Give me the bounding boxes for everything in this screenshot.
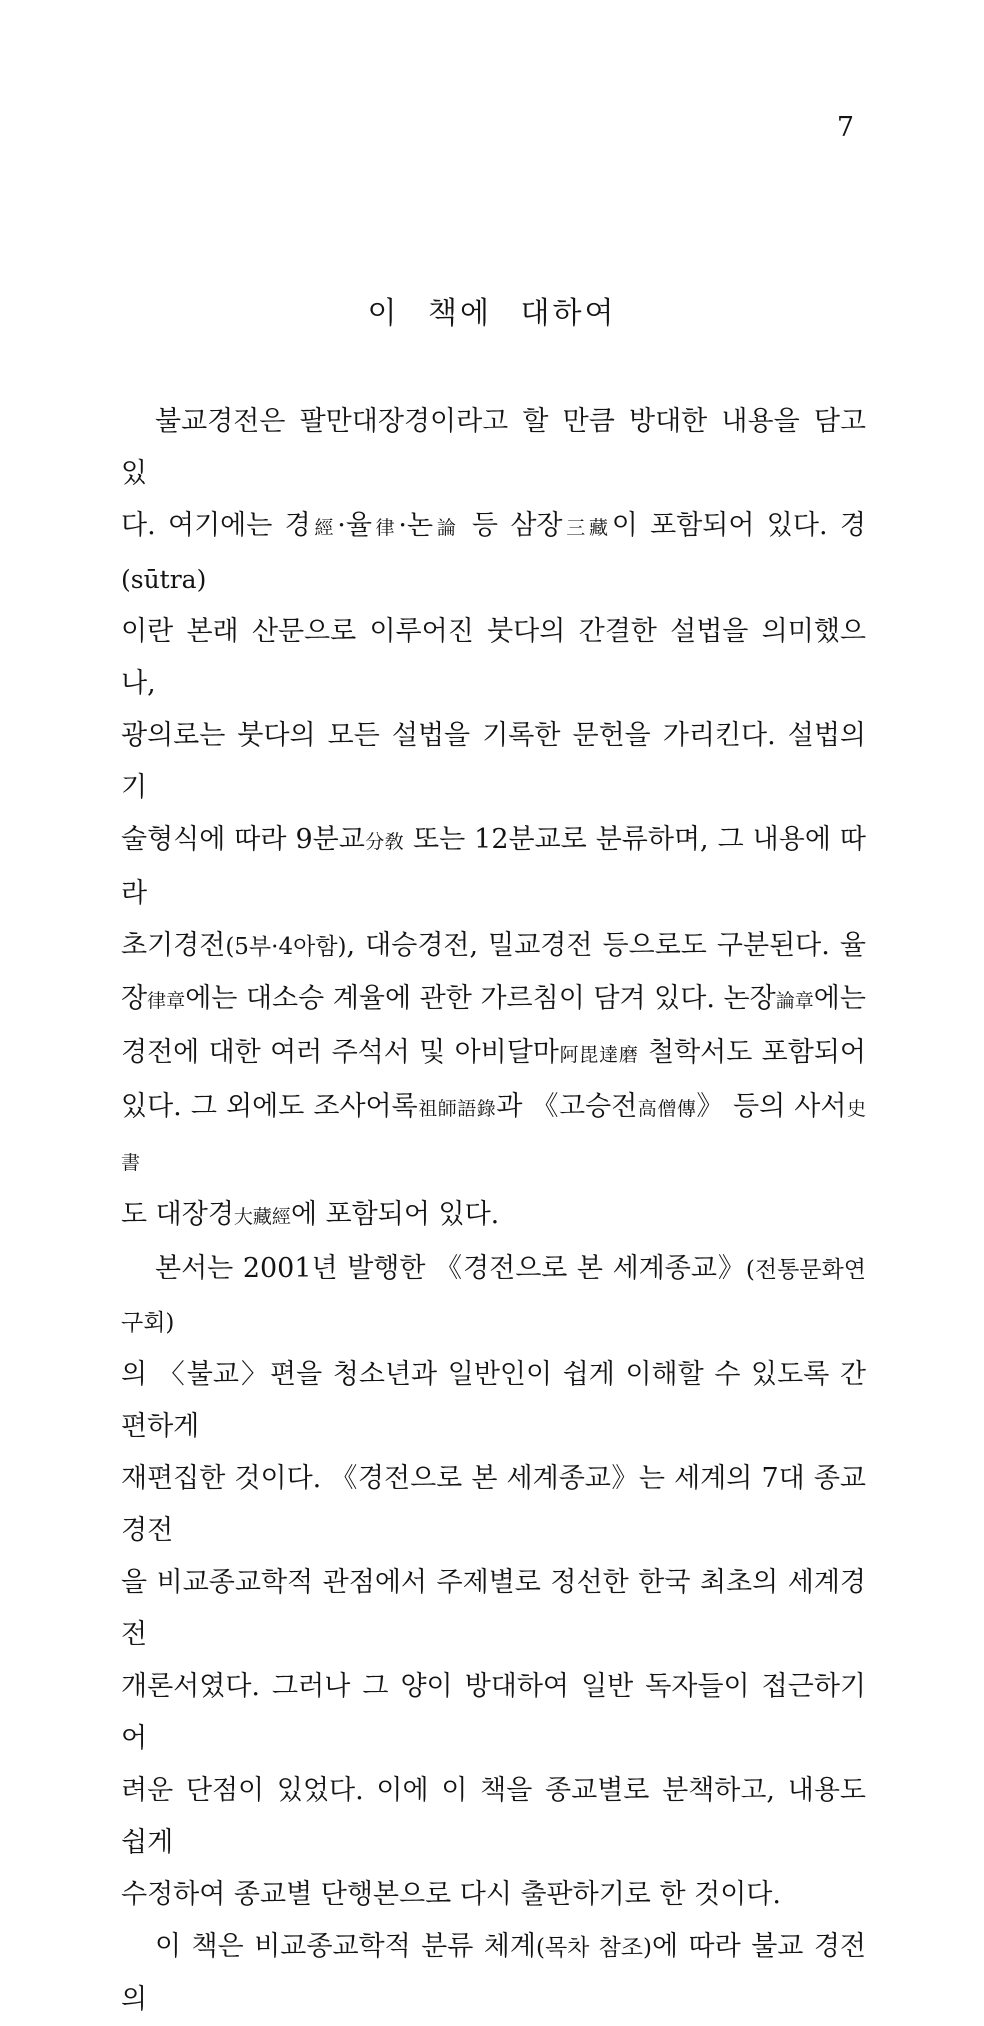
text-run: 개론서였다. 그러나 그 양이 방대하여 일반 독자들이 접근하기 어 [121, 1671, 866, 1754]
text-run: 에는 [813, 983, 866, 1014]
text-run: 본서는 2001년 발행한 《경전으로 본 세계종교》 [155, 1253, 746, 1284]
text-run: 에 포함되어 있다. [290, 1199, 500, 1230]
text-line [121, 1869, 866, 1921]
text-run: 》 등의 사서 [696, 1091, 847, 1122]
text-line [121, 814, 866, 920]
text-run: 불교경전은 팔만대장경이라고 할 만큼 방대한 내용을 담고 있 [121, 406, 866, 489]
text-line [121, 396, 866, 500]
page-number: 7 [836, 112, 854, 143]
text-run: 철학서도 포함되어 [638, 1037, 866, 1068]
text-run: , 대승경전, 밀교경전 등으로도 구분된다. 율 [346, 930, 866, 961]
text-run: (목차 참조) [535, 1935, 652, 1961]
text-run: 등 삼장 [459, 510, 563, 541]
hanja-gloss: 律 [371, 517, 399, 539]
text-line [121, 1661, 866, 1765]
text-run: (sūtra) [121, 565, 207, 594]
text-run: (전통문화연구회) [121, 1257, 866, 1336]
text-run: 려운 단점이 있었다. 이에 이 책을 종교별로 분책하고, 내용도 쉽게 [121, 1775, 866, 1858]
text-line [121, 1453, 866, 1557]
text-line [121, 973, 866, 1027]
text-run: 또는 12분교로 분류하며, 그 내용에 따라 [121, 824, 866, 909]
text-run: 에는 대소승 계율에 관한 가르침이 담겨 있다. 논장 [185, 983, 776, 1014]
text-run: 술형식에 따라 9분교 [121, 824, 365, 855]
hanja-gloss: 祖師語錄 [417, 1098, 497, 1120]
hanja-gloss: 論 [433, 517, 460, 539]
text-body [121, 396, 866, 2026]
text-run: 과 《고승전 [496, 1091, 638, 1122]
text-run: 장 [121, 983, 148, 1014]
text-run: ·율 [337, 510, 372, 541]
text-line [121, 500, 866, 606]
text-run: 의 〈불교〉편을 청소년과 일반인이 쉽게 이해할 수 있도록 간편하게 [121, 1359, 866, 1442]
text-run: 이 책은 비교종교학적 분류 체계 [155, 1931, 536, 1962]
hanja-gloss: 律章 [147, 990, 186, 1012]
text-line [121, 1557, 866, 1661]
hanja-gloss: 大藏經 [233, 1206, 291, 1228]
text-run: 이 포함되어 있다. 경 [611, 510, 866, 541]
text-run: 광의로는 붓다의 모든 설법을 기록한 문헌을 가리킨다. 설법의 기 [121, 720, 866, 803]
hanja-gloss: 論章 [775, 990, 814, 1012]
hanja-gloss: 史書 [121, 1098, 866, 1174]
text-run: (5부·4아함) [225, 934, 347, 960]
hanja-gloss: 三藏 [562, 517, 612, 539]
text-run: 에 따라 불교 경전의 [121, 1931, 866, 2015]
page-title: 이 책에 대하여 [367, 296, 617, 331]
text-run: 을 비교종교학적 관점에서 주제별로 정선한 한국 최초의 세계경전 [121, 1567, 866, 1650]
text-line [121, 1243, 866, 1349]
text-line [121, 1765, 866, 1869]
text-run: 도 대장경 [121, 1199, 234, 1230]
text-run: ·논 [398, 510, 434, 541]
text-line [121, 1921, 866, 2026]
hanja-gloss: 分敎 [364, 831, 405, 853]
text-line [121, 606, 866, 710]
text-run: 경전에 대한 여러 주석서 및 아비달마 [121, 1037, 559, 1068]
text-line [121, 710, 866, 814]
text-line [121, 920, 866, 973]
hanja-gloss: 高僧傳 [637, 1098, 697, 1120]
hanja-gloss: 經 [310, 517, 338, 539]
text-run: 초기경전 [121, 930, 226, 961]
text-run: 다. 여기에는 경 [121, 510, 311, 541]
text-line [121, 1081, 866, 1189]
hanja-gloss: 阿毘達磨 [558, 1044, 639, 1066]
text-line [121, 1027, 866, 1081]
text-run: 재편집한 것이다. 《경전으로 본 세계종교》는 세계의 7대 종교경전 [121, 1463, 866, 1546]
text-run: 있다. 그 외에도 조사어록 [121, 1091, 418, 1122]
text-line [121, 1349, 866, 1453]
text-run: 이란 본래 산문으로 이루어진 붓다의 간결한 설법을 의미했으나, [121, 616, 866, 699]
text-line [121, 1189, 866, 1243]
text-run: 수정하여 종교별 단행본으로 다시 출판하기로 한 것이다. [121, 1879, 781, 1910]
